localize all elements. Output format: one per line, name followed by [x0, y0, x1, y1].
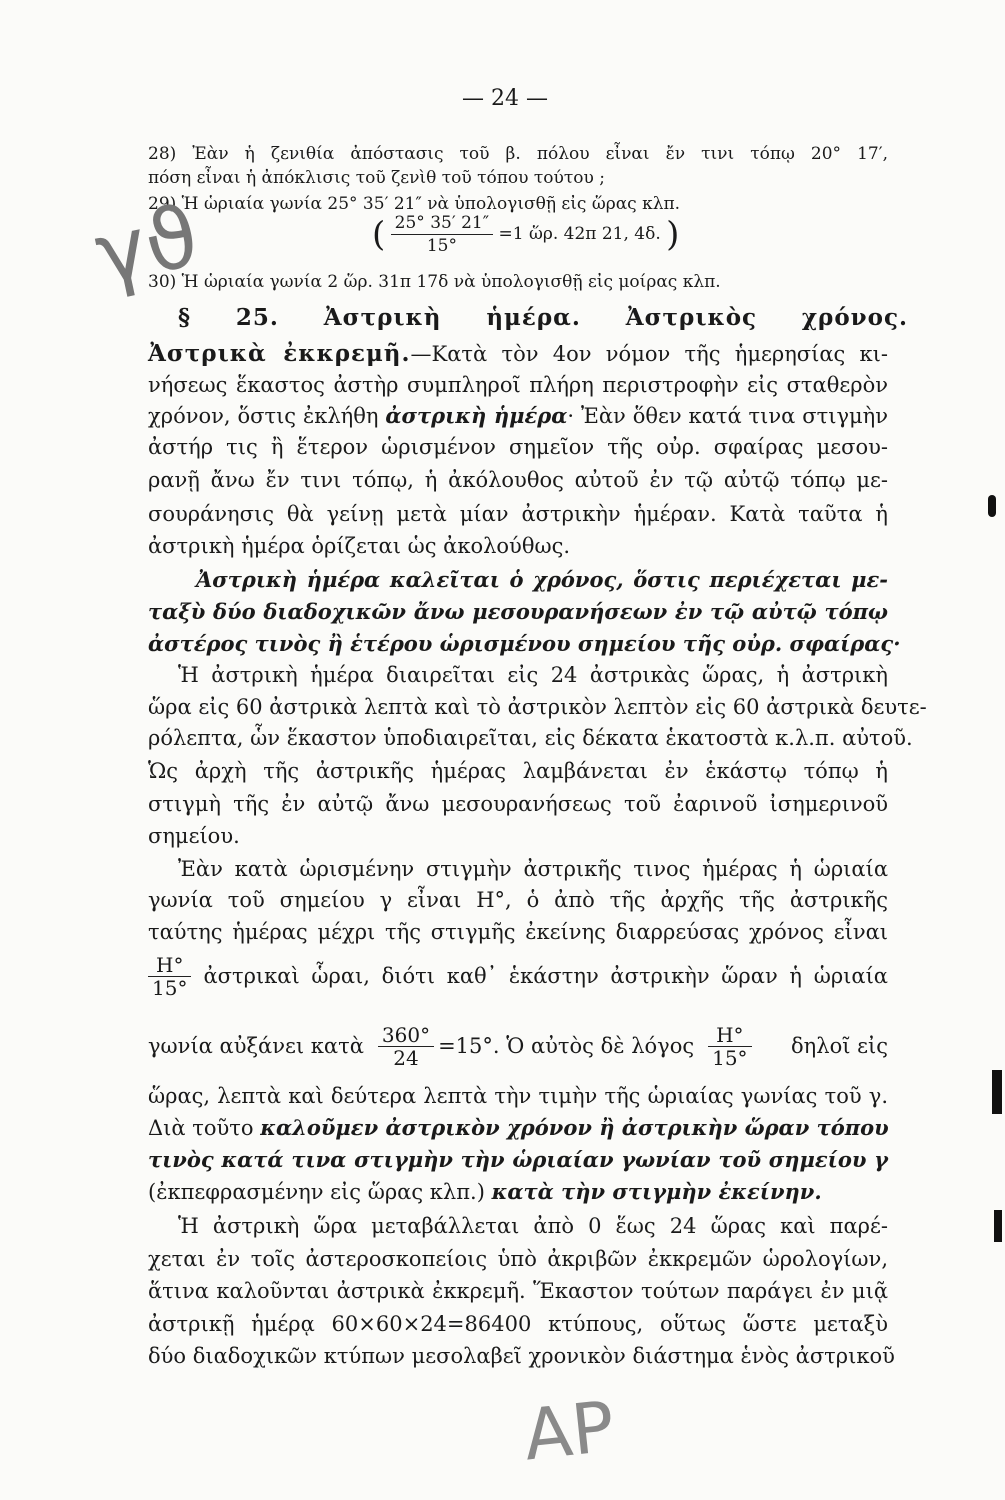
- fraction-h-over-15: [148, 954, 191, 999]
- text-line: τινὸς κατά τινα στιγμὴν τὴν ὡριαίαν γωνίαν τοῦ σημείου γ: [148, 1147, 888, 1172]
- emphasis-term: ἀστρικὴ ἡμέρα: [385, 403, 568, 428]
- text-span: =15°. Ὁ αὐτὸς δὲ λόγος: [438, 1034, 695, 1058]
- text-line: στιγμὴ τῆς ἐν αὐτῷ ἄνω μεσουρανήσεως τοῦ ἐαρινοῦ ἰσημερινοῦ: [148, 792, 888, 816]
- section-heading: [178, 304, 908, 332]
- text-line: [148, 402, 888, 430]
- margin-artifact: [988, 495, 996, 517]
- text-line: [148, 1178, 888, 1206]
- text-line-with-fraction: [148, 950, 888, 1002]
- text-line: [148, 1114, 888, 1142]
- handwritten-margin-mark: γϑ: [86, 186, 207, 304]
- text-line-with-fractions: [148, 1016, 888, 1076]
- exercise-30: 30) Ἡ ὡριαία γωνία 2 ὥρ. 31π 17δ νὰ ὑπολογισθῇ εἰς μοίρας κλπ.: [148, 272, 721, 292]
- text-line: ἅτινα καλοῦνται ἀστρικὰ ἐκκρεμῆ. Ἕκαστον τούτων παράγει ἐν μιᾷ: [148, 1279, 888, 1303]
- emphasis-term: καλοῦμεν ἀστρικὸν χρόνον ἢ ἀστρικὴν ὥραν τόπου: [260, 1115, 889, 1140]
- text-line: σουράνησις θὰ γείνῃ μετὰ μίαν ἀστρικὴν ἡμέραν. Κατὰ ταῦτα ἡ: [148, 502, 888, 526]
- text-line: ταύτης ἡμέρας μέχρι τῆς στιγμῆς ἐκείνης διαρρεύσας χρόνος εἶναι: [148, 920, 888, 944]
- text-line: Ὡς ἀρχὴ τῆς ἀστρικῆς ἡμέρας λαμβάνεται ἐν ἑκάστῳ τόπῳ ἡ: [148, 759, 888, 783]
- text-span: γωνία αὐξάνει κατὰ: [148, 1034, 364, 1058]
- fraction-numerator: Η°: [148, 954, 191, 977]
- exercise-28-line-1: 28) Ἐὰν ἡ ζενιθία ἀπόστασις τοῦ β. πόλου εἶναι ἔν τινι τόπῳ 20° 17′,: [148, 144, 888, 164]
- fraction-h-over-15-second: [708, 1024, 751, 1069]
- exercise-29-solution: ( $\frac{25^\circ 35' 21''}{15^\circ}$ =1 ὥρ. 42π 21, 4δ. ): [372, 213, 680, 256]
- text-span: ἀστρικαὶ ὧραι, διότι καθ᾽ ἑκάστην ἀστρικὴν ὥραν ἡ ὡριαία: [203, 964, 888, 988]
- text-line: Ἡ ἀστρικὴ ἡμέρα διαιρεῖται εἰς 24 ἀστρικὰς ὥρας, ἡ ἀστρικὴ: [178, 663, 888, 687]
- margin-artifact: [994, 1210, 1002, 1242]
- text-line: ἀστρικῇ ἡμέρᾳ 60×60×24=86400 κτύπους, οὕτως ὥστε μεταξὺ: [148, 1312, 888, 1336]
- fraction-denominator: 15°: [426, 236, 457, 256]
- text-line: ὥρα εἰς 60 ἀστρικὰ λεπτὰ καὶ τὸ ἀστρικὸν λεπτὸν εἰς 60 ἀστρικὰ δευτε-: [148, 695, 927, 719]
- text-span: χρόνον, ὅστις ἐκλήθη: [148, 404, 379, 428]
- definition-line-2: ταξὺ δύο διαδοχικῶν ἄνω μεσουρανήσεων ἐν τῷ αὐτῷ τόπῳ: [148, 599, 888, 624]
- fraction-numerator: 25° 35′ 21″: [391, 212, 493, 235]
- text-line: δύο διαδοχικῶν κτύπων μεσολαβεῖ χρονικὸν διάστημα ἑνὸς ἀστρικοῦ: [148, 1344, 895, 1368]
- exercise-29-result: =1 ὥρ. 42π 21, 4δ.: [498, 224, 661, 244]
- text-span: —Κατὰ τὸν 4ον νόμον τῆς ἡμερησίας κι-: [410, 342, 889, 366]
- fraction-numerator: Η°: [708, 1024, 751, 1047]
- page-number: — 24 —: [462, 86, 548, 111]
- exercise-29: 29) Ἡ ὡριαία γωνία 25° 35′ 21″ νὰ ὑπολογισθῇ εἰς ὥρας κλπ.: [148, 194, 681, 214]
- text-line: ἀστρικὴ ἡμέρα ὁρίζεται ὡς ἀκολούθως.: [148, 534, 571, 558]
- text-span: δηλοῖ εἰς: [791, 1034, 888, 1058]
- fraction-denominator: 24: [393, 1045, 419, 1070]
- text-line: χεται ἐν τοῖς ἀστεροσκοπείοις ὑπὸ ἀκριβῶν ἐκκρεμῶν ὡρολογίων,: [148, 1247, 888, 1271]
- text-line: σημείου.: [148, 824, 240, 848]
- section-subtitle: Ἀστρικὰ ἐκκρεμῆ.: [148, 340, 411, 367]
- text-span: (ἐκπεφρασμένην εἰς ὥρας κλπ.): [148, 1180, 485, 1204]
- text-line: ρόλεπτα, ὧν ἕκαστον ὑποδιαιρεῖται, εἰς δέκατα ἑκατοστὰ κ.λ.π. αὐτοῦ.: [148, 726, 913, 750]
- definition-line-1: Ἀστρικὴ ἡμέρα καλεῖται ὁ χρόνος, ὅστις περιέχεται με-: [196, 567, 888, 592]
- text-line: Ἡ ἀστρικὴ ὥρα μεταβάλλεται ἀπὸ 0 ἕως 24 ὥρας καὶ παρέ-: [178, 1214, 888, 1238]
- handwritten-bottom-mark: ΑΡ: [519, 1385, 619, 1477]
- text-line: ὥρας, λεπτὰ καὶ δεύτερα λεπτὰ τὴν τιμὴν τῆς ὡριαίας γωνίας τοῦ γ.: [148, 1084, 888, 1108]
- section-line-1: [148, 340, 888, 368]
- definition-line-3: ἀστέρος τινὸς ἢ ἑτέρου ὡρισμένου σημείου τῆς οὐρ. σφαίρας·: [148, 631, 901, 656]
- text-line: Ἐὰν κατὰ ὡρισμένην στιγμὴν ἀστρικῆς τινος ἡμέρας ἡ ὡριαία: [178, 857, 888, 881]
- text-line: γωνία τοῦ σημείου γ εἶναι Η°, ὁ ἀπὸ τῆς ἀρχῆς τῆς ἀστρικῆς: [148, 888, 888, 912]
- text-line: ἀστήρ τις ἢ ἕτερον ὡρισμένον σημεῖον τῆς οὐρ. σφαίρας μεσου-: [148, 435, 888, 459]
- text-line: νήσεως ἕκαστος ἀστὴρ συμπληροῖ πλήρη περιστροφὴν εἰς σταθερὸν: [148, 373, 888, 397]
- section-title: § 25. Ἀστρικὴ ἡμέρα. Ἀστρικὸς χρόνος.: [178, 304, 908, 331]
- emphasis-term: κατὰ τὴν στιγμὴν ἐκείνην.: [491, 1179, 822, 1204]
- text-span: Διὰ τοῦτο: [148, 1116, 254, 1140]
- fraction-360-over-24: [378, 1024, 434, 1069]
- exercise-28-line-2: πόση εἶναι ἡ ἀπόκλισις τοῦ ζενὶθ τοῦ τόπου τούτου ;: [148, 168, 605, 188]
- fraction-numerator: 360°: [378, 1024, 434, 1047]
- text-span: · Ἐὰν ὅθεν κατά τινα στιγμὴν: [567, 404, 888, 428]
- fraction-denominator: 15°: [712, 1045, 748, 1070]
- margin-artifact: [992, 1070, 1002, 1114]
- exercise-29-fraction: [391, 212, 493, 257]
- fraction-denominator: 15°: [152, 975, 188, 1000]
- text-line: ρανῇ ἄνω ἔν τινι τόπῳ, ἡ ἀκόλουθος αὐτοῦ ἐν τῷ αὐτῷ τόπῳ με-: [148, 468, 888, 492]
